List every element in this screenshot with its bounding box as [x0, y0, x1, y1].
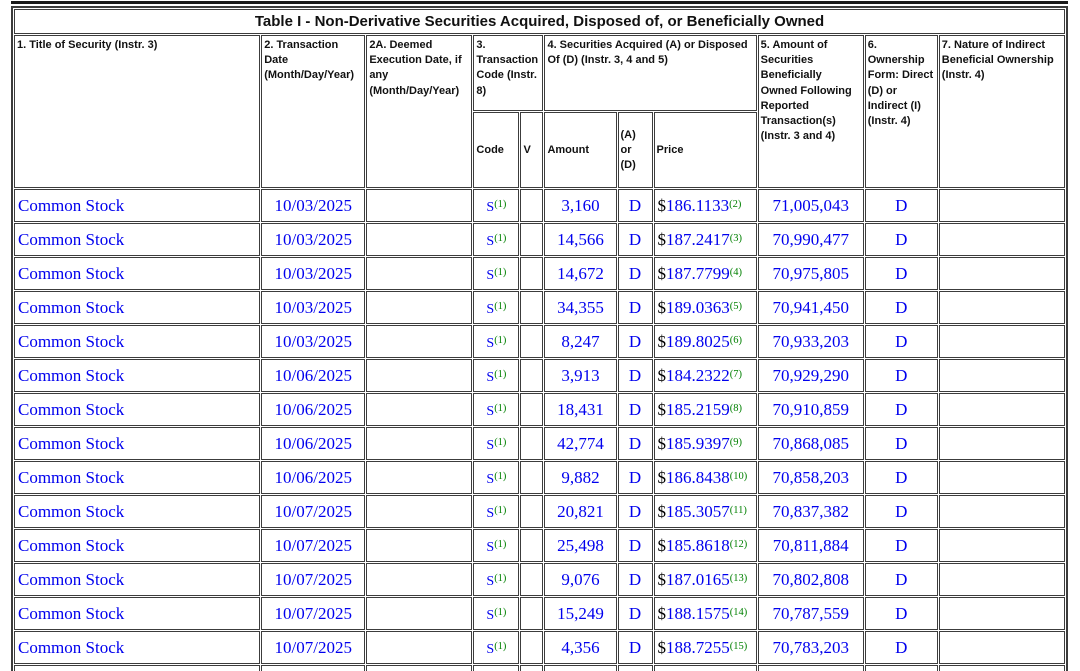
col-header-transaction-date: 2. Transaction Date (Month/Day/Year): [261, 35, 365, 188]
price-value: 185.9397: [666, 433, 730, 453]
cell-transaction-code: [473, 597, 519, 630]
price-value: 185.2159: [666, 399, 730, 419]
table-row: [14, 325, 1065, 358]
cell-a-or-d: D: [618, 563, 653, 596]
cell-deemed-execution-date: [366, 189, 472, 222]
cell-a-or-d: D: [618, 461, 653, 494]
dollar-sign: $: [657, 263, 667, 283]
cell-transaction-code: [473, 359, 519, 392]
cell-shares-owned-following: 70,811,884: [758, 529, 864, 562]
cell-a-or-d: D: [618, 189, 653, 222]
cell-a-or-d: D: [618, 223, 653, 256]
cell-ownership-form: D: [865, 461, 938, 494]
table-row: [14, 223, 1065, 256]
cell-nature-of-ownership: [939, 563, 1065, 596]
transaction-code-value: S: [486, 335, 495, 351]
cell-nature-of-ownership: [939, 427, 1065, 460]
cell-transaction-code: [473, 291, 519, 324]
transaction-code-value: S: [486, 267, 495, 283]
cell-nature-of-ownership: [939, 597, 1065, 630]
footnote-ref: (11): [729, 504, 747, 516]
footnote-ref: (1): [494, 538, 507, 550]
footnote-ref: (1): [494, 402, 507, 414]
cell-transaction-date: 10/06/2025: [261, 393, 365, 426]
cell-transaction-date: 10/03/2025: [261, 223, 365, 256]
cell-transaction-code: [473, 427, 519, 460]
transaction-code-value: S: [486, 641, 495, 657]
subcol-header-price: Price: [654, 112, 757, 188]
cell-v: [520, 597, 543, 630]
dollar-sign: $: [657, 365, 667, 385]
cell-a-or-d: D: [618, 393, 653, 426]
cell-v: [520, 427, 543, 460]
subcol-header-code: Code: [473, 112, 519, 188]
cell-transaction-code: [473, 325, 519, 358]
cell-nature-of-ownership: [939, 223, 1065, 256]
cell-a-or-d: D: [618, 257, 653, 290]
cell-a-or-d: D: [618, 495, 653, 528]
cell-a-or-d: D: [618, 631, 653, 664]
cell-ownership-form: D: [865, 597, 938, 630]
cell-ownership-form: D: [865, 427, 938, 460]
cell-price: [654, 529, 757, 562]
cell-security-title: Common Stock: [14, 597, 260, 630]
cell-v: [520, 359, 543, 392]
cell-transaction-date: 10/03/2025: [261, 325, 365, 358]
table-row: [14, 631, 1065, 664]
transaction-code-value: S: [486, 573, 495, 589]
cell-ownership-form: D: [865, 495, 938, 528]
cell-shares-owned-following: 70,868,085: [758, 427, 864, 460]
cell-amount: 14,672: [544, 257, 616, 290]
price-value: 188.1575: [666, 603, 730, 623]
transaction-code-value: S: [486, 369, 495, 385]
footnote-ref: (12): [729, 538, 748, 550]
footnote-ref: (1): [494, 606, 507, 618]
table-row: [14, 257, 1065, 290]
cell-shares-owned-following: 70,802,808: [758, 563, 864, 596]
table-body-partial: [14, 665, 1065, 671]
cell-security-title: Common Stock: [14, 563, 260, 596]
table-header: [14, 9, 1065, 188]
cell-a-or-d: D: [618, 529, 653, 562]
cell-deemed-execution-date: [366, 257, 472, 290]
cell-price: [654, 291, 757, 324]
cell-a-or-d: D: [618, 359, 653, 392]
cell-amount: 20,821: [544, 495, 616, 528]
cell-transaction-date: 10/06/2025: [261, 359, 365, 392]
col-header-security-title: 1. Title of Security (Instr. 3): [14, 35, 260, 188]
footnote-ref: (8): [729, 402, 743, 414]
cell-ownership-form: D: [865, 257, 938, 290]
price-value: 189.0363: [666, 297, 730, 317]
cell-security-title: Common Stock: [14, 257, 260, 290]
cell-ownership-form: D: [865, 291, 938, 324]
transaction-code-value: S: [486, 233, 495, 249]
cell-ownership-form: D: [865, 189, 938, 222]
cell-amount: 34,355: [544, 291, 616, 324]
cell-nature-of-ownership: [939, 495, 1065, 528]
cell-deemed-execution-date: [366, 359, 472, 392]
cell-security-title: Common Stock: [14, 223, 260, 256]
cell-security-title: Common Stock: [14, 359, 260, 392]
col-header-deemed-execution-date: 2A. Deemed Execution Date, if any (Month/Day/Year): [366, 35, 472, 188]
cell-price: [654, 257, 757, 290]
price-value: 185.3057: [666, 501, 730, 521]
cell-deemed-execution-date: [366, 529, 472, 562]
footnote-ref: (15): [729, 640, 748, 652]
price-value: 185.8618: [666, 535, 730, 555]
cell-amount: 25,498: [544, 529, 616, 562]
cell-nature-of-ownership: [939, 359, 1065, 392]
cell-shares-owned-following: 70,990,477: [758, 223, 864, 256]
cell-price: [654, 427, 757, 460]
cell-transaction-date: 10/06/2025: [261, 461, 365, 494]
dollar-sign: $: [657, 399, 667, 419]
cell-shares-owned-following: 70,858,203: [758, 461, 864, 494]
cell-v: [520, 529, 543, 562]
price-value: 188.7255: [666, 637, 730, 657]
footnote-ref: (1): [494, 640, 507, 652]
cell-security-title: Common Stock: [14, 495, 260, 528]
cell-nature-of-ownership: [939, 291, 1065, 324]
col-header-securities-acquired-disposed: 4. Securities Acquired (A) or Disposed Of (D) (Instr. 3, 4 and 5): [544, 35, 756, 111]
cell-amount: 8,247: [544, 325, 616, 358]
table-row: [14, 393, 1065, 426]
footnote-ref: (1): [494, 504, 507, 516]
cell-nature-of-ownership: [939, 529, 1065, 562]
dollar-sign: $: [657, 603, 667, 623]
cell-amount: 3,160: [544, 189, 616, 222]
cell-price: [654, 223, 757, 256]
table-row: [14, 597, 1065, 630]
cell-security-title: Common Stock: [14, 189, 260, 222]
transaction-code-value: S: [486, 471, 495, 487]
transaction-code-value: S: [486, 607, 495, 623]
cell-nature-of-ownership: [939, 631, 1065, 664]
cell-amount: 9,882: [544, 461, 616, 494]
table-row: [14, 563, 1065, 596]
dollar-sign: $: [657, 297, 667, 317]
cell-amount: 3,913: [544, 359, 616, 392]
transaction-code-value: S: [486, 199, 495, 215]
footnote-ref: (7): [729, 368, 743, 380]
cell-amount: 18,431: [544, 393, 616, 426]
cell-security-title: Common Stock: [14, 631, 260, 664]
cell-shares-owned-following: 71,005,043: [758, 189, 864, 222]
dollar-sign: $: [657, 195, 667, 215]
cell-deemed-execution-date: [366, 427, 472, 460]
cell-price: [654, 393, 757, 426]
cell-deemed-execution-date: [366, 223, 472, 256]
cell-transaction-code: [473, 563, 519, 596]
cell-transaction-date: 10/03/2025: [261, 189, 365, 222]
cell-shares-owned-following: 70,910,859: [758, 393, 864, 426]
cell-shares-owned-following: 70,975,805: [758, 257, 864, 290]
subcol-header-v: V: [520, 112, 543, 188]
cell-shares-owned-following: 70,941,450: [758, 291, 864, 324]
section-divider-rule: [11, 1, 1068, 4]
cell-price: [654, 631, 757, 664]
footnote-ref: (4): [729, 266, 743, 278]
cell-price: [654, 563, 757, 596]
transaction-code-value: S: [486, 539, 495, 555]
cell-deemed-execution-date: [366, 563, 472, 596]
dollar-sign: $: [657, 535, 667, 555]
price-value: 189.8025: [666, 331, 730, 351]
cell-shares-owned-following: 70,933,203: [758, 325, 864, 358]
cell-transaction-code: [473, 461, 519, 494]
non-derivative-table: [11, 6, 1068, 671]
table-row: [14, 189, 1065, 222]
col-header-transaction-code: 3. Transaction Code (Instr. 8): [473, 35, 543, 111]
cell-amount: 14,566: [544, 223, 616, 256]
cell-transaction-code: [473, 495, 519, 528]
cell-a-or-d: D: [618, 427, 653, 460]
table-row: [14, 359, 1065, 392]
cell-transaction-date: 10/03/2025: [261, 257, 365, 290]
cell-nature-of-ownership: [939, 461, 1065, 494]
cell-a-or-d: D: [618, 597, 653, 630]
dollar-sign: $: [657, 467, 667, 487]
cell-transaction-date: 10/07/2025: [261, 597, 365, 630]
cell-amount: 15,249: [544, 597, 616, 630]
table-title: Table I - Non-Derivative Securities Acquired, Disposed of, or Beneficially Owned: [14, 9, 1065, 34]
cell-nature-of-ownership: [939, 257, 1065, 290]
cell-security-title: Common Stock: [14, 427, 260, 460]
price-value: 187.0165: [666, 569, 730, 589]
footnote-ref: (13): [729, 572, 748, 584]
cell-v: [520, 495, 543, 528]
cell-deemed-execution-date: [366, 325, 472, 358]
cell-ownership-form: D: [865, 529, 938, 562]
price-value: 186.1133: [666, 195, 730, 215]
cell-v: [520, 461, 543, 494]
table-row: [14, 461, 1065, 494]
cell-ownership-form: D: [865, 393, 938, 426]
price-value: 187.7799: [666, 263, 730, 283]
table-row: [14, 427, 1065, 460]
cell-transaction-date: 10/07/2025: [261, 563, 365, 596]
table-title-row: [14, 9, 1065, 34]
cell-transaction-date: 10/07/2025: [261, 529, 365, 562]
cell-transaction-date: 10/07/2025: [261, 495, 365, 528]
cell-a-or-d: D: [618, 325, 653, 358]
cell-nature-of-ownership: [939, 189, 1065, 222]
cell-deemed-execution-date: [366, 495, 472, 528]
cell-deemed-execution-date: [366, 631, 472, 664]
cell-amount: 9,076: [544, 563, 616, 596]
transaction-code-value: S: [486, 403, 495, 419]
transaction-code-value: S: [486, 505, 495, 521]
footnote-ref: (9): [729, 436, 743, 448]
cell-ownership-form: D: [865, 223, 938, 256]
cell-security-title: Common Stock: [14, 291, 260, 324]
footnote-ref: (1): [494, 334, 507, 346]
cell-transaction-code: [473, 529, 519, 562]
cell-amount: 42,774: [544, 427, 616, 460]
dollar-sign: $: [657, 501, 667, 521]
footnote-ref: (1): [494, 232, 507, 244]
cell-ownership-form: D: [865, 563, 938, 596]
price-value: 184.2322: [666, 365, 730, 385]
cell-security-title: Common Stock: [14, 325, 260, 358]
cell-price: [654, 325, 757, 358]
footnote-ref: (10): [729, 470, 748, 482]
cell-security-title: Common Stock: [14, 529, 260, 562]
cell-security-title: Common Stock: [14, 461, 260, 494]
cell-shares-owned-following: 70,929,290: [758, 359, 864, 392]
footnote-ref: (2): [729, 198, 742, 210]
footnote-ref: (1): [494, 198, 507, 210]
dollar-sign: $: [657, 229, 667, 249]
cell-transaction-date: 10/07/2025: [261, 631, 365, 664]
cell-shares-owned-following: 70,837,382: [758, 495, 864, 528]
footnote-ref: (1): [494, 470, 507, 482]
cell-ownership-form: D: [865, 325, 938, 358]
cell-transaction-date: 10/06/2025: [261, 427, 365, 460]
cell-v: [520, 393, 543, 426]
cell-v: [520, 631, 543, 664]
cell-a-or-d: D: [618, 291, 653, 324]
footnote-ref: (1): [494, 300, 507, 312]
cell-security-title: Common Stock: [14, 393, 260, 426]
cell-shares-owned-following: 70,787,559: [758, 597, 864, 630]
cell-price: [654, 461, 757, 494]
cell-transaction-code: [473, 257, 519, 290]
footnote-ref: (14): [729, 606, 748, 618]
cell-price: [654, 189, 757, 222]
transaction-code-value: S: [486, 437, 495, 453]
subcol-header-amount: Amount: [544, 112, 616, 188]
cell-nature-of-ownership: [939, 393, 1065, 426]
footnote-ref: (1): [494, 368, 507, 380]
cell-price: [654, 495, 757, 528]
cell-v: [520, 291, 543, 324]
cell-v: [520, 257, 543, 290]
header-row-main: [14, 35, 1065, 111]
cell-nature-of-ownership: [939, 325, 1065, 358]
cell-deemed-execution-date: [366, 393, 472, 426]
col-header-amount-owned-following: 5. Amount of Securities Beneficially Owned Following Reported Transaction(s) (Instr. 3 and 4): [758, 35, 864, 188]
footnote-ref: (1): [494, 436, 507, 448]
price-value: 187.2417: [666, 229, 730, 249]
cell-price: [654, 597, 757, 630]
cell-deemed-execution-date: [366, 461, 472, 494]
footnote-ref: (1): [494, 572, 507, 584]
dollar-sign: $: [657, 569, 667, 589]
cell-ownership-form: D: [865, 631, 938, 664]
cell-deemed-execution-date: [366, 597, 472, 630]
dollar-sign: $: [657, 433, 667, 453]
footnote-ref: (3): [729, 232, 743, 244]
cell-price: [654, 359, 757, 392]
cell-v: [520, 325, 543, 358]
cell-ownership-form: D: [865, 359, 938, 392]
table-row-partial: [14, 665, 1065, 671]
cell-v: [520, 189, 543, 222]
cell-amount: 4,356: [544, 631, 616, 664]
table-row: [14, 291, 1065, 324]
table-row: [14, 529, 1065, 562]
dollar-sign: $: [657, 637, 667, 657]
cell-v: [520, 563, 543, 596]
col-header-ownership-form: 6. Ownership Form: Direct (D) or Indirect (I) (Instr. 4): [865, 35, 938, 188]
cell-transaction-code: [473, 631, 519, 664]
cell-transaction-code: [473, 393, 519, 426]
footnote-ref: (6): [729, 334, 743, 346]
footnote-ref: (5): [729, 300, 743, 312]
table-row: [14, 495, 1065, 528]
cell-shares-owned-following: 70,783,203: [758, 631, 864, 664]
subcol-header-a-or-d: (A) or (D): [618, 112, 653, 188]
cell-v: [520, 223, 543, 256]
cell-transaction-date: 10/03/2025: [261, 291, 365, 324]
footnote-ref: (1): [494, 266, 507, 278]
col-header-nature-indirect-ownership: 7. Nature of Indirect Beneficial Ownership (Instr. 4): [939, 35, 1065, 188]
cell-transaction-code: [473, 223, 519, 256]
transaction-code-value: S: [486, 301, 495, 317]
dollar-sign: $: [657, 331, 667, 351]
cell-deemed-execution-date: [366, 291, 472, 324]
table-body: [14, 189, 1065, 664]
price-value: 186.8438: [666, 467, 730, 487]
cell-transaction-code: [473, 189, 519, 222]
